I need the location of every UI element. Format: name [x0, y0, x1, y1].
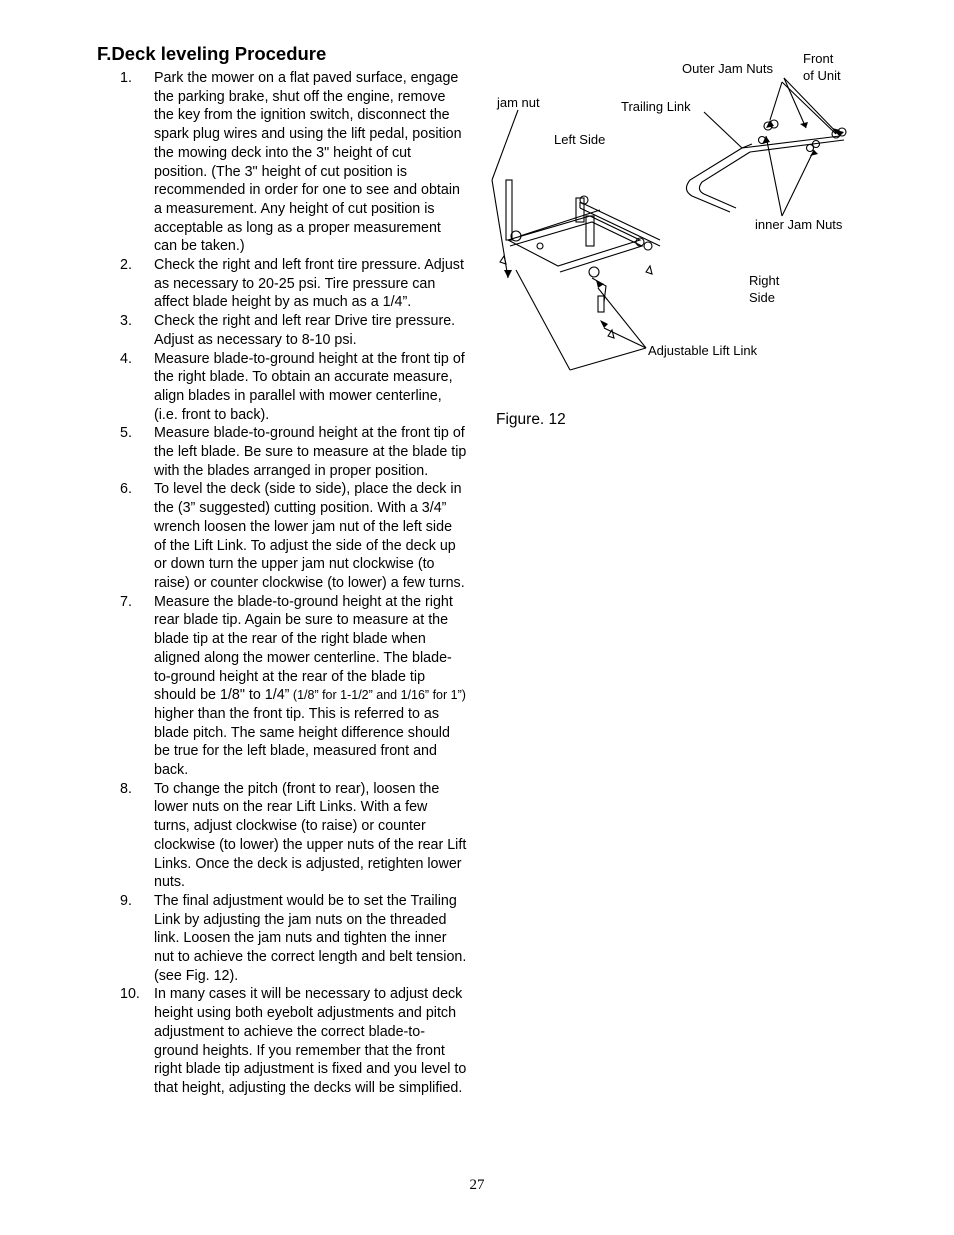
- step-text: Measure blade-to-ground height at the front tip of the left blade. Be sure to measure at the blade tip with the blades arranged in proper position.: [154, 425, 467, 479]
- label-right-side-line-1: Right: [749, 273, 780, 288]
- step-text: Park the mower on a flat paved surface, engage the parking brake, shut off the engine, remove the key from the ignition switch, disconnect the spark plug wires and using the lift pedal, position the mowing deck into the 3" height of cut position. (The 3" height of cut position is recommended in order for one to see and obtain a measurement. Any height of cut position is acceptable as long as a proper measurement can be taken.): [154, 70, 462, 255]
- step-text-note: (1/8” for 1-1/2” and 1/16” for 1”): [289, 688, 466, 703]
- step-text-continued: higher than the front tip. This is referred to as blade pitch. The same height difference should be true for the left blade, measured front and back.: [154, 705, 450, 779]
- step-text: In many cases it will be necessary to adjust deck height using both eyebolt adjustments and pitch adjustment to achieve the correct blade-to-ground heights. If you remember that the front right blade tip adjustment is fixed and you level to that height, adjusting the decks will be simplified.: [154, 986, 467, 1096]
- label-outer-jam-nuts: Outer Jam Nuts: [682, 61, 774, 76]
- step-text: Check the right and left rear Drive tire pressure. Adjust as necessary to 8-10 psi.: [154, 313, 456, 348]
- step-number: 8.: [120, 780, 132, 797]
- label-inner-jam-nuts: inner Jam Nuts: [755, 217, 843, 232]
- label-jam-nut: jam nut: [497, 95, 540, 110]
- step-text: Check the right and left front tire pressure. Adjust as necessary to 20-25 psi. Tire pressure can affect blade height by as much as a 1/4”.: [154, 257, 464, 311]
- step-number: 2.: [120, 257, 132, 274]
- procedure-steps: [97, 69, 467, 1098]
- step-1: [97, 69, 467, 256]
- label-right-side: [749, 272, 779, 306]
- label-adjustable-lift-link: Adjustable Lift Link: [648, 343, 758, 358]
- step-text: Measure blade-to-ground height at the front tip of the right blade. To obtain an accurate measure, align blades in parallel with mower centerline, (i.e. front to back).: [154, 350, 465, 423]
- deck-linkage-diagram: [480, 40, 900, 380]
- page-number: 27: [469, 1177, 485, 1193]
- label-trailing-link: Trailing Link: [621, 99, 691, 114]
- step-number: 9.: [120, 892, 132, 909]
- step-10: [97, 985, 467, 1097]
- step-text: The final adjustment would be to set the Trailing Link by adjusting the jam nuts on the threaded link. Loosen the jam nuts and tighten the inner nut to achieve the correct length and belt tension. (see Fig. 12).: [154, 892, 467, 984]
- step-number: 7.: [120, 593, 132, 610]
- step-9: [97, 892, 467, 986]
- label-left-side: Left Side: [554, 132, 606, 147]
- step-number: 10.: [120, 986, 140, 1003]
- step-6: [97, 480, 467, 592]
- step-number: 5.: [120, 425, 132, 442]
- step-number: 4.: [120, 350, 132, 367]
- step-number: 1.: [120, 70, 132, 86]
- step-number: 3.: [120, 313, 132, 330]
- step-text: To change the pitch (front to rear), loosen the lower nuts on the rear Lift Links. With a few turns, adjust clockwise (to raise) or counter clockwise (to lower) the upper nuts of the rear Lift Links. Once the deck is adjusted, retighten lower nuts.: [154, 780, 467, 891]
- label-front-of-unit-line-1: Front: [803, 51, 834, 66]
- step-8: [97, 780, 467, 892]
- step-text: To level the deck (side to side), place the deck in the (3” suggested) cutting position. With a 3/4” wrench loosen the lower jam nut of the left side of the Lift Link. To adjust the side of the deck up or down turn the upper jam nut clockwise (to raise) or counter clockwise (to lower) a few turns.: [154, 481, 465, 591]
- label-front-of-unit: [803, 50, 841, 84]
- step-5: [97, 424, 467, 480]
- step-2: [97, 256, 467, 312]
- step-text: Measure the blade-to-ground height at the right rear blade tip. Again be sure to measure at the blade tip at the rear of the right blade when aligned along the mower centerline. The blade-to-ground height at the rear of the blade tip should be 1/8" to 1/4”: [154, 593, 453, 704]
- label-front-of-unit-line-2: of Unit: [803, 68, 841, 83]
- step-number: 6.: [120, 481, 132, 498]
- step-4: [97, 350, 467, 425]
- figure-caption: Figure. 12: [496, 411, 566, 428]
- step-3: [97, 312, 467, 349]
- section-title: F.Deck leveling Procedure: [97, 43, 327, 64]
- step-7: [97, 593, 467, 780]
- label-right-side-line-2: Side: [749, 290, 776, 305]
